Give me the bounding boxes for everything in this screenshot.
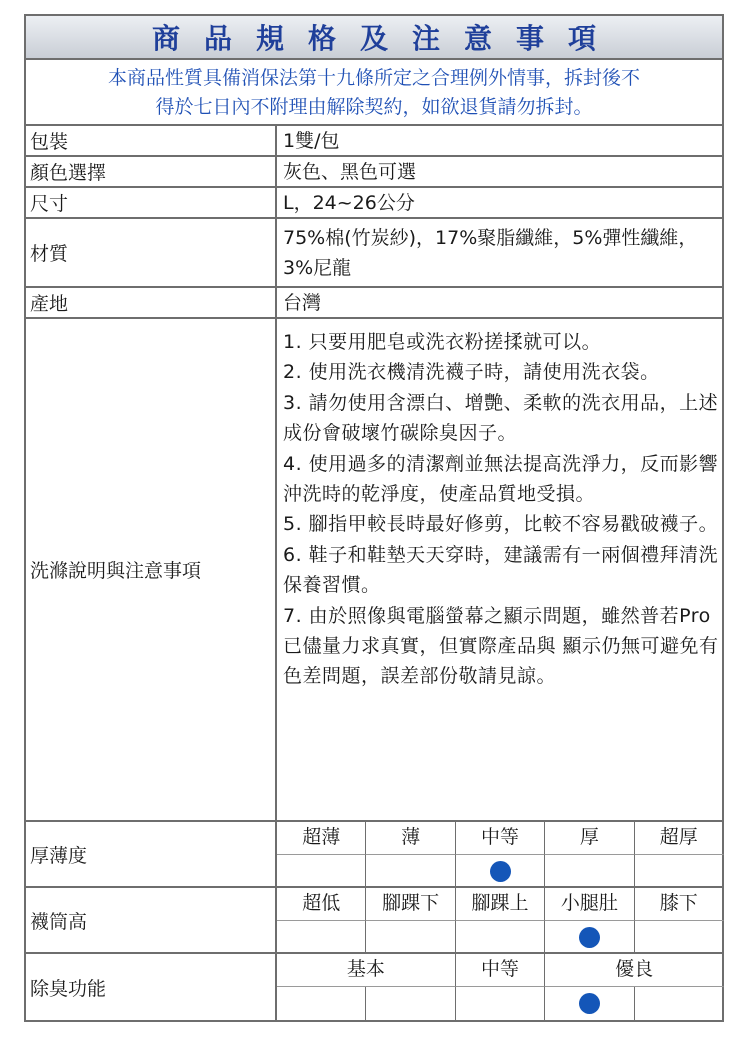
rating-label: 襪筒高: [26, 888, 277, 952]
washing-item: 7. 由於照像與電腦螢幕之顯示問題，雖然普若Pro已儘量力求真實，但實際產品與 顯示仍無可避免有色差問題，誤差部份敬請見諒。: [283, 604, 719, 688]
rating-grid: [277, 888, 724, 954]
washing-item: 4. 使用過多的清潔劑並無法提高洗淨力，反而影響沖洗時的乾淨度，使產品質地受損。: [283, 452, 719, 506]
rating-slot: [456, 921, 545, 954]
spec-value: 1雙/包: [283, 130, 340, 152]
washing-item: 3. 請勿使用含漂白、增艷、柔軟的洗衣用品，上述成份會破壞竹碳除臭因子。: [283, 391, 719, 445]
rating-slot: [366, 855, 455, 888]
rating-slot: [635, 987, 724, 1020]
rating-option: 中等: [456, 822, 545, 855]
rating-label: 除臭功能: [26, 954, 277, 1020]
page-title: [26, 16, 722, 60]
rating-option: 膝下: [635, 888, 724, 921]
rating-option: 超薄: [277, 822, 366, 855]
title-text: 商品規格及注意事項: [151, 22, 620, 55]
spec-row-size: [26, 188, 722, 219]
spec-label: 顏色選擇: [26, 157, 277, 186]
washing-item: 5. 腳指甲較長時最好修剪，比較不容易戳破襪子。: [283, 513, 719, 536]
rating-option: 超低: [277, 888, 366, 921]
rating-slot: [545, 855, 634, 888]
selected-dot-icon: [490, 861, 511, 882]
rating-row-deodorizing: [26, 954, 722, 1020]
spec-label: 包裝: [26, 126, 277, 155]
spec-label: 尺寸: [26, 188, 277, 217]
washing-row: [26, 319, 722, 822]
rating-option: 厚: [545, 822, 634, 855]
spec-row-origin: [26, 288, 722, 319]
rating-slot: [366, 987, 455, 1020]
spec-value: 75%棉(竹炭紗)，17%聚脂纖維，5%彈性纖維，3%尼龍: [283, 227, 698, 279]
rating-option: 基本: [277, 954, 456, 987]
rating-option: 腳踝下: [366, 888, 455, 921]
spec-value: 灰色、黑色可選: [283, 161, 417, 183]
washing-item: 1. 只要用肥皂或洗衣粉搓揉就可以。: [283, 331, 602, 353]
rating-slot: [277, 921, 366, 954]
rating-row-thickness: [26, 822, 722, 888]
rating-slot: [277, 855, 366, 888]
rating-slot: [635, 855, 724, 888]
spec-label: 材質: [26, 219, 277, 286]
rating-slot: [635, 921, 724, 954]
rating-grid: [277, 822, 724, 888]
spec-value: L，24~26公分: [283, 192, 415, 214]
spec-value: 台灣: [283, 292, 322, 314]
rating-option: 超厚: [635, 822, 724, 855]
spec-row-material: [26, 219, 722, 288]
spec-label: 產地: [26, 288, 277, 317]
spec-row-color: [26, 157, 722, 188]
rating-row-cuff-height: [26, 888, 722, 954]
spec-row-package: [26, 126, 722, 157]
notice-line-1: 本商品性質具備消保法第十九條所定之合理例外情事，拆封後不: [107, 67, 640, 89]
notice-line-2: 得於七日內不附理由解除契約，如欲退貨請勿拆封。: [155, 96, 593, 118]
rating-option: 中等: [456, 954, 545, 987]
rating-label: 厚薄度: [26, 822, 277, 886]
rating-slot: [277, 987, 366, 1020]
rating-option: 優良: [545, 954, 724, 987]
washing-label: 洗滌說明與注意事項: [26, 319, 277, 820]
spec-sheet: [24, 14, 724, 1022]
rating-option: 小腿肚: [545, 888, 634, 921]
rating-grid: [277, 954, 724, 1020]
washing-item: 2. 使用洗衣機清洗襪子時，請使用洗衣袋。: [283, 361, 660, 384]
rating-slot: [366, 921, 455, 954]
return-notice: [26, 60, 722, 126]
rating-slot: [456, 987, 545, 1020]
washing-list: [279, 327, 719, 692]
washing-item: 6. 鞋子和鞋墊天天穿時，建議需有一兩個禮拜清洗保養習慣。: [283, 543, 719, 597]
rating-option: 腳踝上: [456, 888, 545, 921]
rating-option: 薄: [366, 822, 455, 855]
